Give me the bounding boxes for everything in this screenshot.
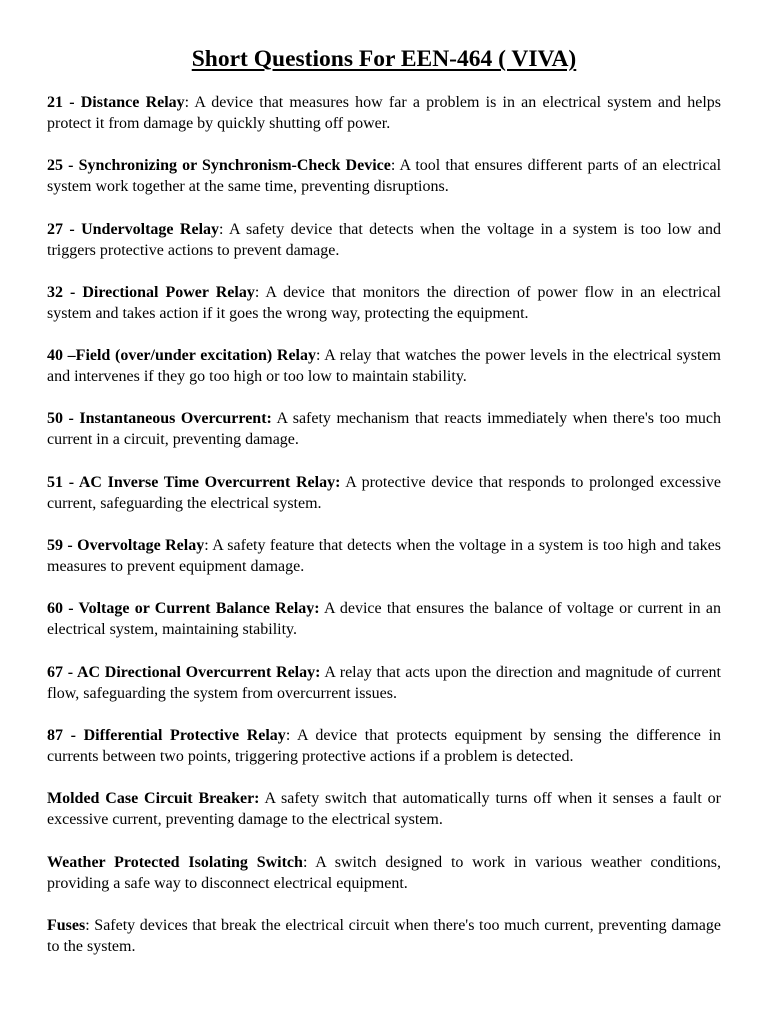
list-item (47, 598, 721, 640)
entry-definition: A relay that watches the power levels in the electrical system and intervenes if they go too high or too low to maintain stability. (47, 347, 721, 386)
list-item (47, 92, 721, 134)
page-title: Short Questions For EEN-464 ( VIVA) (191, 46, 577, 72)
entry-definition: A tool that ensures different parts of an electrical system work together at the same time, preventing disruptions. (47, 157, 722, 196)
entry-term: 27 - Undervoltage Relay (47, 220, 220, 238)
entry-term: Weather Protected Isolating Switch (47, 853, 303, 871)
entry-term: 51 - AC Inverse Time Overcurrent Relay: (47, 473, 341, 491)
list-item (47, 408, 721, 450)
entry-definition: A safety switch that automatically turns off when it senses a fault or excessive current, preventing damage to the electrical system. (47, 790, 721, 829)
entry-separator: : (254, 283, 260, 301)
list-item (47, 155, 721, 197)
entry-separator: : (204, 537, 209, 555)
entry-term: 59 - Overvoltage Relay (47, 537, 205, 555)
entry-definition: Safety devices that break the electrical circuit when there's too much current, preventing damage to the system. (47, 916, 721, 955)
entry-separator: : (302, 853, 308, 871)
entry-separator: : (85, 916, 90, 934)
definition-list (47, 92, 721, 957)
entry-separator: : (316, 347, 321, 365)
entry-term: 60 - Voltage or Current Balance Relay: (47, 600, 320, 618)
list-item (47, 915, 721, 957)
entry-separator: : (184, 94, 190, 111)
list-item (47, 345, 721, 387)
entry-term: 32 - Directional Power Relay (47, 283, 255, 301)
entry-term: Fuses (47, 916, 86, 934)
entry-term: 50 - Instantaneous Overcurrent: (47, 410, 272, 428)
entry-term: 21 - Distance Relay (47, 94, 185, 111)
entry-separator: : (390, 157, 396, 175)
list-item (47, 472, 721, 514)
list-item (47, 852, 721, 894)
entry-definition: A safety feature that detects when the voltage in a system is too high and takes measures to prevent equipment damage. (47, 537, 722, 576)
entry-definition: A safety device that detects when the voltage in a system is too low and triggers protective actions to prevent damage. (47, 220, 721, 259)
entry-term: 87 - Differential Protective Relay (47, 726, 286, 744)
entry-definition: A switch designed to work in various weather conditions, providing a safe way to disconnect electrical equipment. (47, 853, 721, 892)
list-item (47, 219, 721, 261)
entry-term: 40 –Field (over/under excitation) Relay (47, 347, 316, 365)
list-item (47, 788, 721, 830)
entry-definition: A safety mechanism that reacts immediately when there's too much current in a circuit, preventing damage. (47, 410, 721, 449)
entry-term: Molded Case Circuit Breaker: (47, 790, 260, 808)
entry-separator: : (285, 726, 291, 744)
entry-definition: A device that measures how far a problem is in an electrical system and helps protect it from damage by quickly shutting off power. (47, 94, 721, 132)
entry-definition: A device that monitors the direction of power flow in an electrical system and takes action if it goes the wrong way, protecting the equipment. (47, 283, 721, 322)
entry-definition: A device that ensures the balance of voltage or current in an electrical system, maintaining stability. (47, 600, 722, 639)
entry-definition: A device that protects equipment by sensing the difference in currents between two points, triggering protective actions if a problem is detected. (47, 726, 721, 765)
list-item (47, 725, 721, 767)
entry-separator: : (219, 220, 224, 238)
entry-term: 25 - Synchronizing or Synchronism-Check Device (47, 157, 391, 175)
entry-definition: A relay that acts upon the direction and magnitude of current flow, safeguarding the system from overcurrent issues. (47, 663, 722, 702)
list-item (47, 662, 721, 704)
list-item (47, 282, 721, 324)
entry-term: 67 - AC Directional Overcurrent Relay: (47, 663, 321, 681)
list-item (47, 535, 721, 577)
entry-definition: A protective device that responds to prolonged excessive current, safeguarding the electrical system. (47, 473, 721, 512)
